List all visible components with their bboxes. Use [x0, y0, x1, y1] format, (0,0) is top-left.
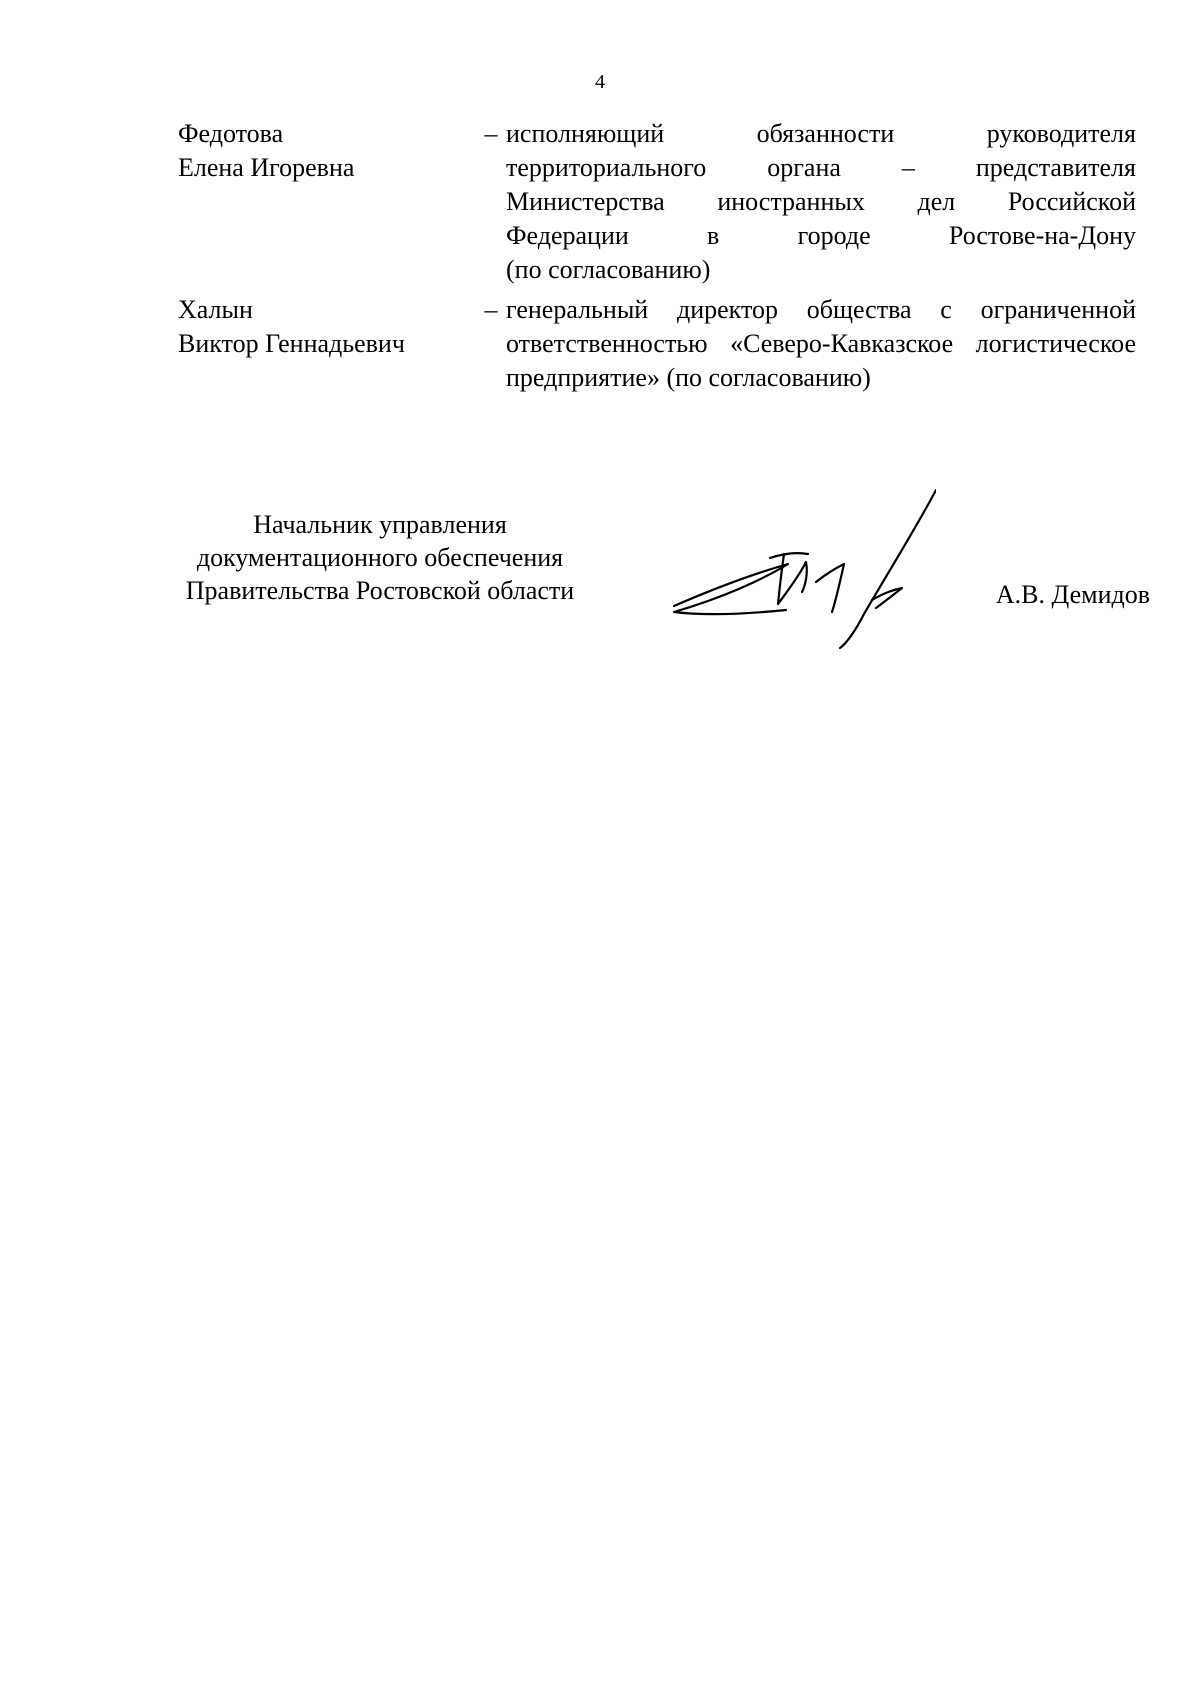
role-line: Федерации в городе Ростове-на-Дону: [506, 221, 1136, 250]
role-line: территориального органа – представителя: [506, 153, 1136, 182]
page-number: 4: [595, 71, 605, 93]
member-entry: [178, 117, 1148, 287]
member-role: [506, 117, 1136, 287]
members-list: [178, 117, 1148, 401]
member-given-names: Елена Игоревна: [178, 153, 355, 182]
signer-position: [150, 508, 610, 607]
role-line: исполняющий обязанности руководителя: [506, 119, 1136, 148]
member-role: [506, 293, 1136, 395]
role-line: предприятие» (по согласованию): [506, 363, 871, 392]
role-line: Министерства иностранных дел Российской: [506, 187, 1136, 216]
handwritten-signature: [666, 488, 936, 650]
role-line: ответственностью «Северо-Кавказское логистическое: [506, 329, 1136, 358]
signer-position-line: документационного обеспечения: [196, 543, 564, 572]
member-name: [178, 117, 476, 185]
member-surname: Федотова: [178, 119, 284, 148]
signature-block: [150, 508, 1150, 668]
member-given-names: Виктор Геннадьевич: [178, 329, 405, 358]
member-dash: –: [484, 295, 498, 324]
member-name: [178, 293, 476, 361]
signer-position-line: Правительства Ростовской области: [185, 576, 575, 605]
signer-position-line: Начальник управления: [253, 510, 507, 539]
member-dash: –: [484, 119, 498, 148]
signer-name: А.В. Демидов: [995, 580, 1150, 609]
member-entry: [178, 293, 1148, 395]
role-line: (по согласованию): [506, 255, 711, 284]
member-surname: Халын: [178, 295, 253, 324]
role-line: генеральный директор общества с ограниченной: [506, 295, 1136, 324]
